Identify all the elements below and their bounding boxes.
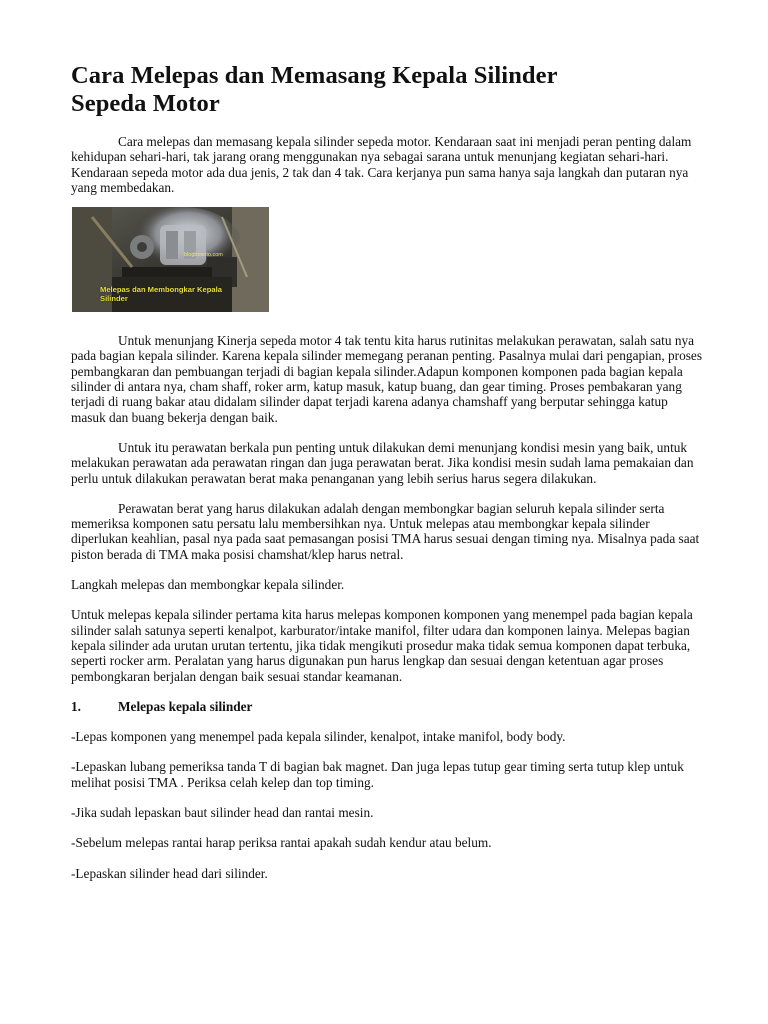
step-item: -Jika sudah lepaskan baut silinder head dan rantai mesin. <box>71 805 374 821</box>
step-item: -Lepaskan lubang pemeriksa tanda T di bagian bak magnet. Dan juga lepas tutup gear timing serta tutup klep untuk melihat posisi TMA . Periksa celah kelep dan top timing. <box>71 759 684 790</box>
step-item: -Lepas komponen yang menempel pada kepala silinder, kenalpot, intake manifol, body body. <box>71 729 566 745</box>
paragraph-untuk-melepas: Untuk melepas kepala silinder pertama kita harus melepas komponen komponen yang menempel pada bagian kepala silinder salah satunya seperti kenalpot, karburator/intake manifol, filter udara dan komponen lainya. Melepas bagian kepala silinder ada urutan urutan tertentu, jika tidak mengikuti prosedur maka tidak semua komponen dapat terbuka, seperti rocker arm. Peralatan yang harus digunakan pun harus lengkap dan sesuai dengan ketentuan agar proses pembongkaran berjalan dengan baik sesuai standar keamanan. <box>71 607 693 684</box>
photo-watermark: blogbosoto.com <box>184 252 223 259</box>
title-line-1: Cara Melepas dan Memasang Kepala Silinder <box>71 62 558 89</box>
photo-caption: Melepas dan Membongkar Kepala Silinder <box>100 285 222 304</box>
paragraph-kinerja: Untuk menunjang Kinerja sepeda motor 4 tak tentu kita harus rutinitas melakukan perawatan, salah satu nya pada bagian kepala silinder. Karena kepala silinder memegang peranan penting. Pasalnya mulai dari pengapian, proses pembangkaran dan pembuangan terjadi di bagian kepala silinder.Adapun komponen komponen pada bagian kepala silinder di antara nya, cham shaff, roker arm, katup masuk, katup buang, dan gear timing. Proses pembakaran yang terjadi di ruang bakar atau didalam silinder dapat terjadi karena adanya chamshaff yang berputar sehingga katup masuk dan buang bekerja dengan baik. <box>71 333 703 425</box>
engine-photo <box>72 207 269 312</box>
intro-paragraph: Cara melepas dan memasang kepala silinder sepeda motor. Kendaraan saat ini menjadi peran penting dalam kehidupan sehari-hari, tak jarang orang menggunakan nya sebagai sarana untuk menunjang kegiatan sehari-hari. Kendaraan sepeda motor ada dua jenis, 2 tak dan 4 tak. Cara kerjanya pun sama hanya saja langkah dan putaran nya yang membedakan. <box>71 134 692 195</box>
step-item: -Sebelum melepas rantai harap periksa rantai apakah sudah kendur atau belum. <box>71 835 492 851</box>
document-title <box>71 62 704 118</box>
paragraph-perawatan-berat: Perawatan berat yang harus dilakukan adalah dengan membongkar bagian seluruh kepala silinder serta memeriksa komponen satu persatu lalu membersihkan nya. Untuk melepas atau membongkar kepala silinder diperlukan keahlian, pasal nya pada saat pemasangan posisi TMA harus sesuai dengan timing nya. Misalnya pada saat piston berada di TMA maka posisi chamshat/klep harus netral. <box>71 500 700 562</box>
title-line-2: Sepeda Motor <box>71 90 220 117</box>
section-heading <box>71 699 704 714</box>
paragraph-langkah: Langkah melepas dan membongkar kepala silinder. <box>71 577 345 593</box>
section-number: 1. <box>71 698 81 714</box>
step-item: -Lepaskan silinder head dari silinder. <box>71 865 268 881</box>
section-heading-text: Melepas kepala silinder <box>118 698 253 714</box>
paragraph-perawatan-berkala: Untuk itu perawatan berkala pun penting untuk dilakukan demi menunjang kondisi mesin yang baik, untuk melakukan perawatan ada perawatan ringan dan juga perawatan berat. Jika kondisi mesin sudah lama pemakaian dan perlu untuk dilakukan perawatan berat maka penanganan yang lebih serius harus segera dilakukan. <box>71 439 694 486</box>
